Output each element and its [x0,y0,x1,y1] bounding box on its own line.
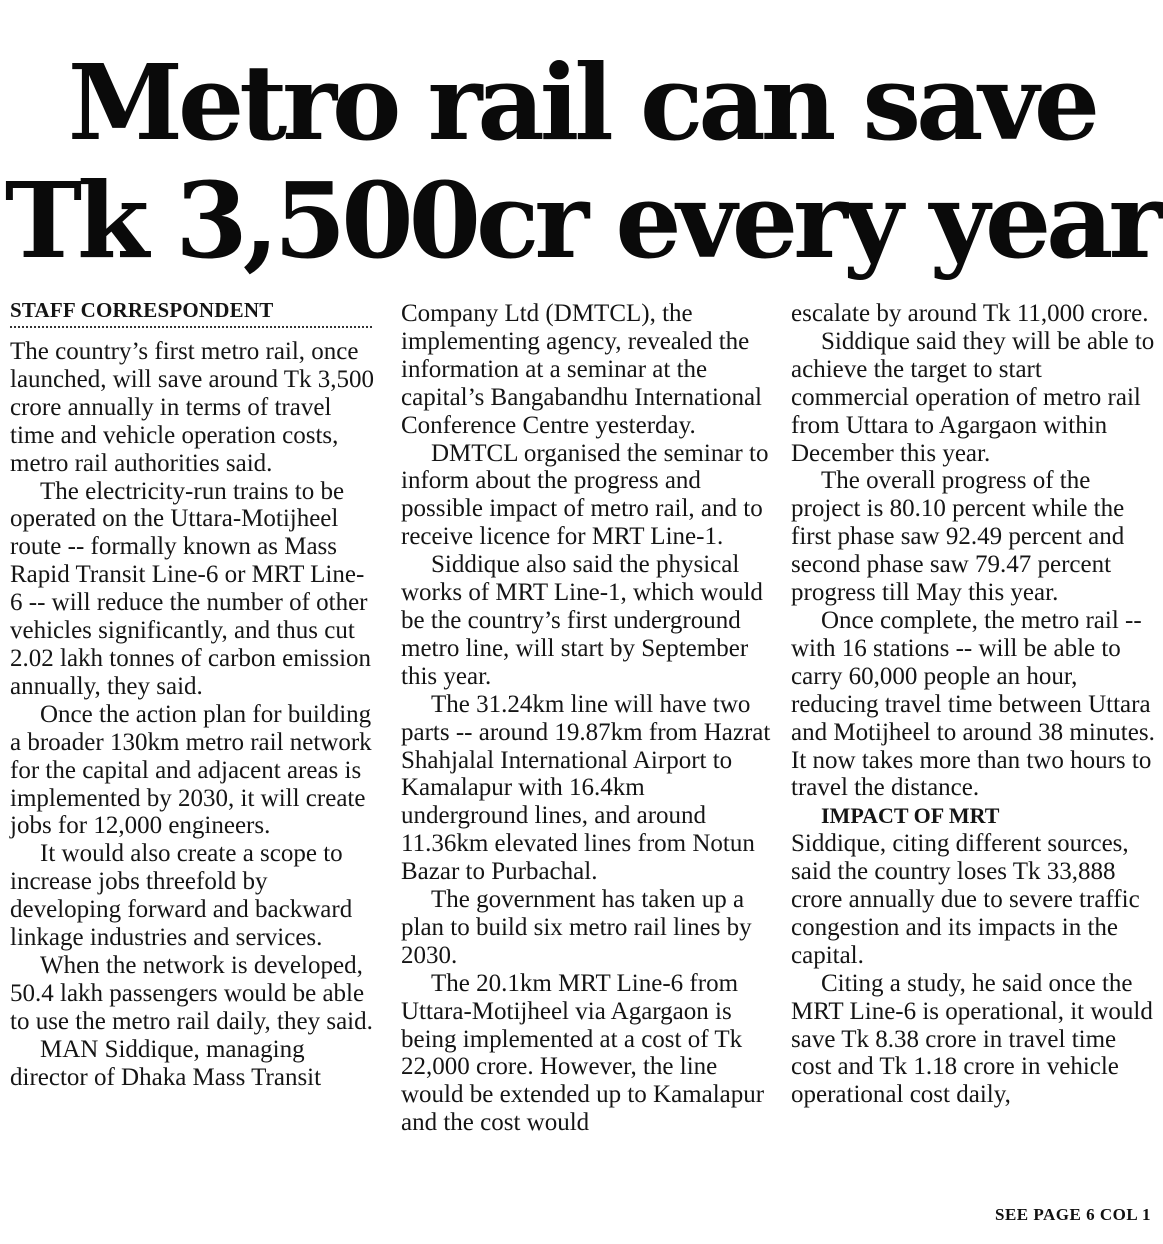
paragraph: The 31.24km line will have two parts -- around 19.87km from Hazrat Shahjalal International Airport to Kamalapur with 16.4km underground lines, and around 11.36km elevated lines from Notun Bazar to Purbachal. [401,690,771,886]
article-column-2 [401,300,771,1137]
paragraph: Siddique, citing different sources, said the country loses Tk 33,888 crore annually due to severe traffic congestion and its impacts in the capital. [791,830,1140,969]
paragraph: The electricity-run trains to be operated on the Uttara-Motijheel route -- formally known as Mass Rapid Transit Line-6 or MRT Line-6 -- will reduce the number of other vehicles significantly, and thus cut 2.02 lakh tonnes of carbon emission annually, they said. [10,477,372,700]
paragraph: Once complete, the metro rail -- with 16 stations -- will be able to carry 60,000 people an hour, reducing travel time between Uttara and Motijheel to around 38 minutes. It now takes more than two hours to travel the distance. [791,606,1155,802]
paragraph: Siddique said they will be able to achieve the target to start commercial operation of metro rail from Uttara to Agargaon within December this year. [791,327,1155,467]
continued-on-page-note: SEE PAGE 6 COL 1 [995,1205,1151,1224]
headline [0,41,1163,282]
headline-line-2: Tk 3,500cr every year [4,159,1159,282]
paragraph: Once the action plan for building a broader 130km metro rail network for the capital and adjacent areas is implemented by 2030, it will create jobs for 12,000 engineers. [10,700,372,840]
paragraph: The overall progress of the project is 80.10 percent while the first phase saw 92.49 percent and second phase saw 79.47 percent progress till May this year. [791,467,1125,607]
paragraph: escalate by around Tk 11,000 crore. [791,300,1149,327]
paragraph: When the network is developed, 50.4 lakh passengers would be able to use the metro rail daily, they said. [10,951,373,1035]
byline: STAFF CORRESPONDENT [10,298,274,322]
paragraph: Company Ltd (DMTCL), the implementing agency, revealed the information at a seminar at the capital’s Bangabandhu International Conference Centre yesterday. [401,300,762,439]
headline-line-1: Metro rail can save [67,41,1096,164]
byline-divider [10,326,372,328]
article-column-3 [791,300,1161,1109]
article-column-1 [10,298,375,1091]
subheading: IMPACT OF MRT [821,803,1000,829]
paragraph: The 20.1km MRT Line-6 from Uttara-Motijheel via Agargaon is being implemented at a cost of Tk 22,000 crore. However, the line would be extended up to Kamalapur and the cost would [401,969,765,1137]
paragraph: MAN Siddique, managing director of Dhaka Mass Transit [10,1035,322,1091]
paragraph: It would also create a scope to increase jobs threefold by developing forward and backward linkage industries and services. [10,840,353,952]
paragraph: DMTCL organised the seminar to inform about the progress and possible impact of metro rail, and to receive licence for MRT Line-1. [401,439,769,551]
paragraph: Citing a study, he said once the MRT Line-6 is operational, it would save Tk 8.38 crore in travel time cost and Tk 1.18 crore in vehicle operational cost daily, [791,969,1153,1109]
paragraph: Siddique also said the physical works of MRT Line-1, which would be the country’s first underground metro line, will start by September this year. [401,551,763,690]
paragraph: The government has taken up a plan to build six metro rail lines by 2030. [401,886,752,969]
paragraph: The country’s first metro rail, once launched, will save around Tk 3,500 crore annually in terms of travel time and vehicle operation costs, metro rail authorities said. [10,338,375,477]
